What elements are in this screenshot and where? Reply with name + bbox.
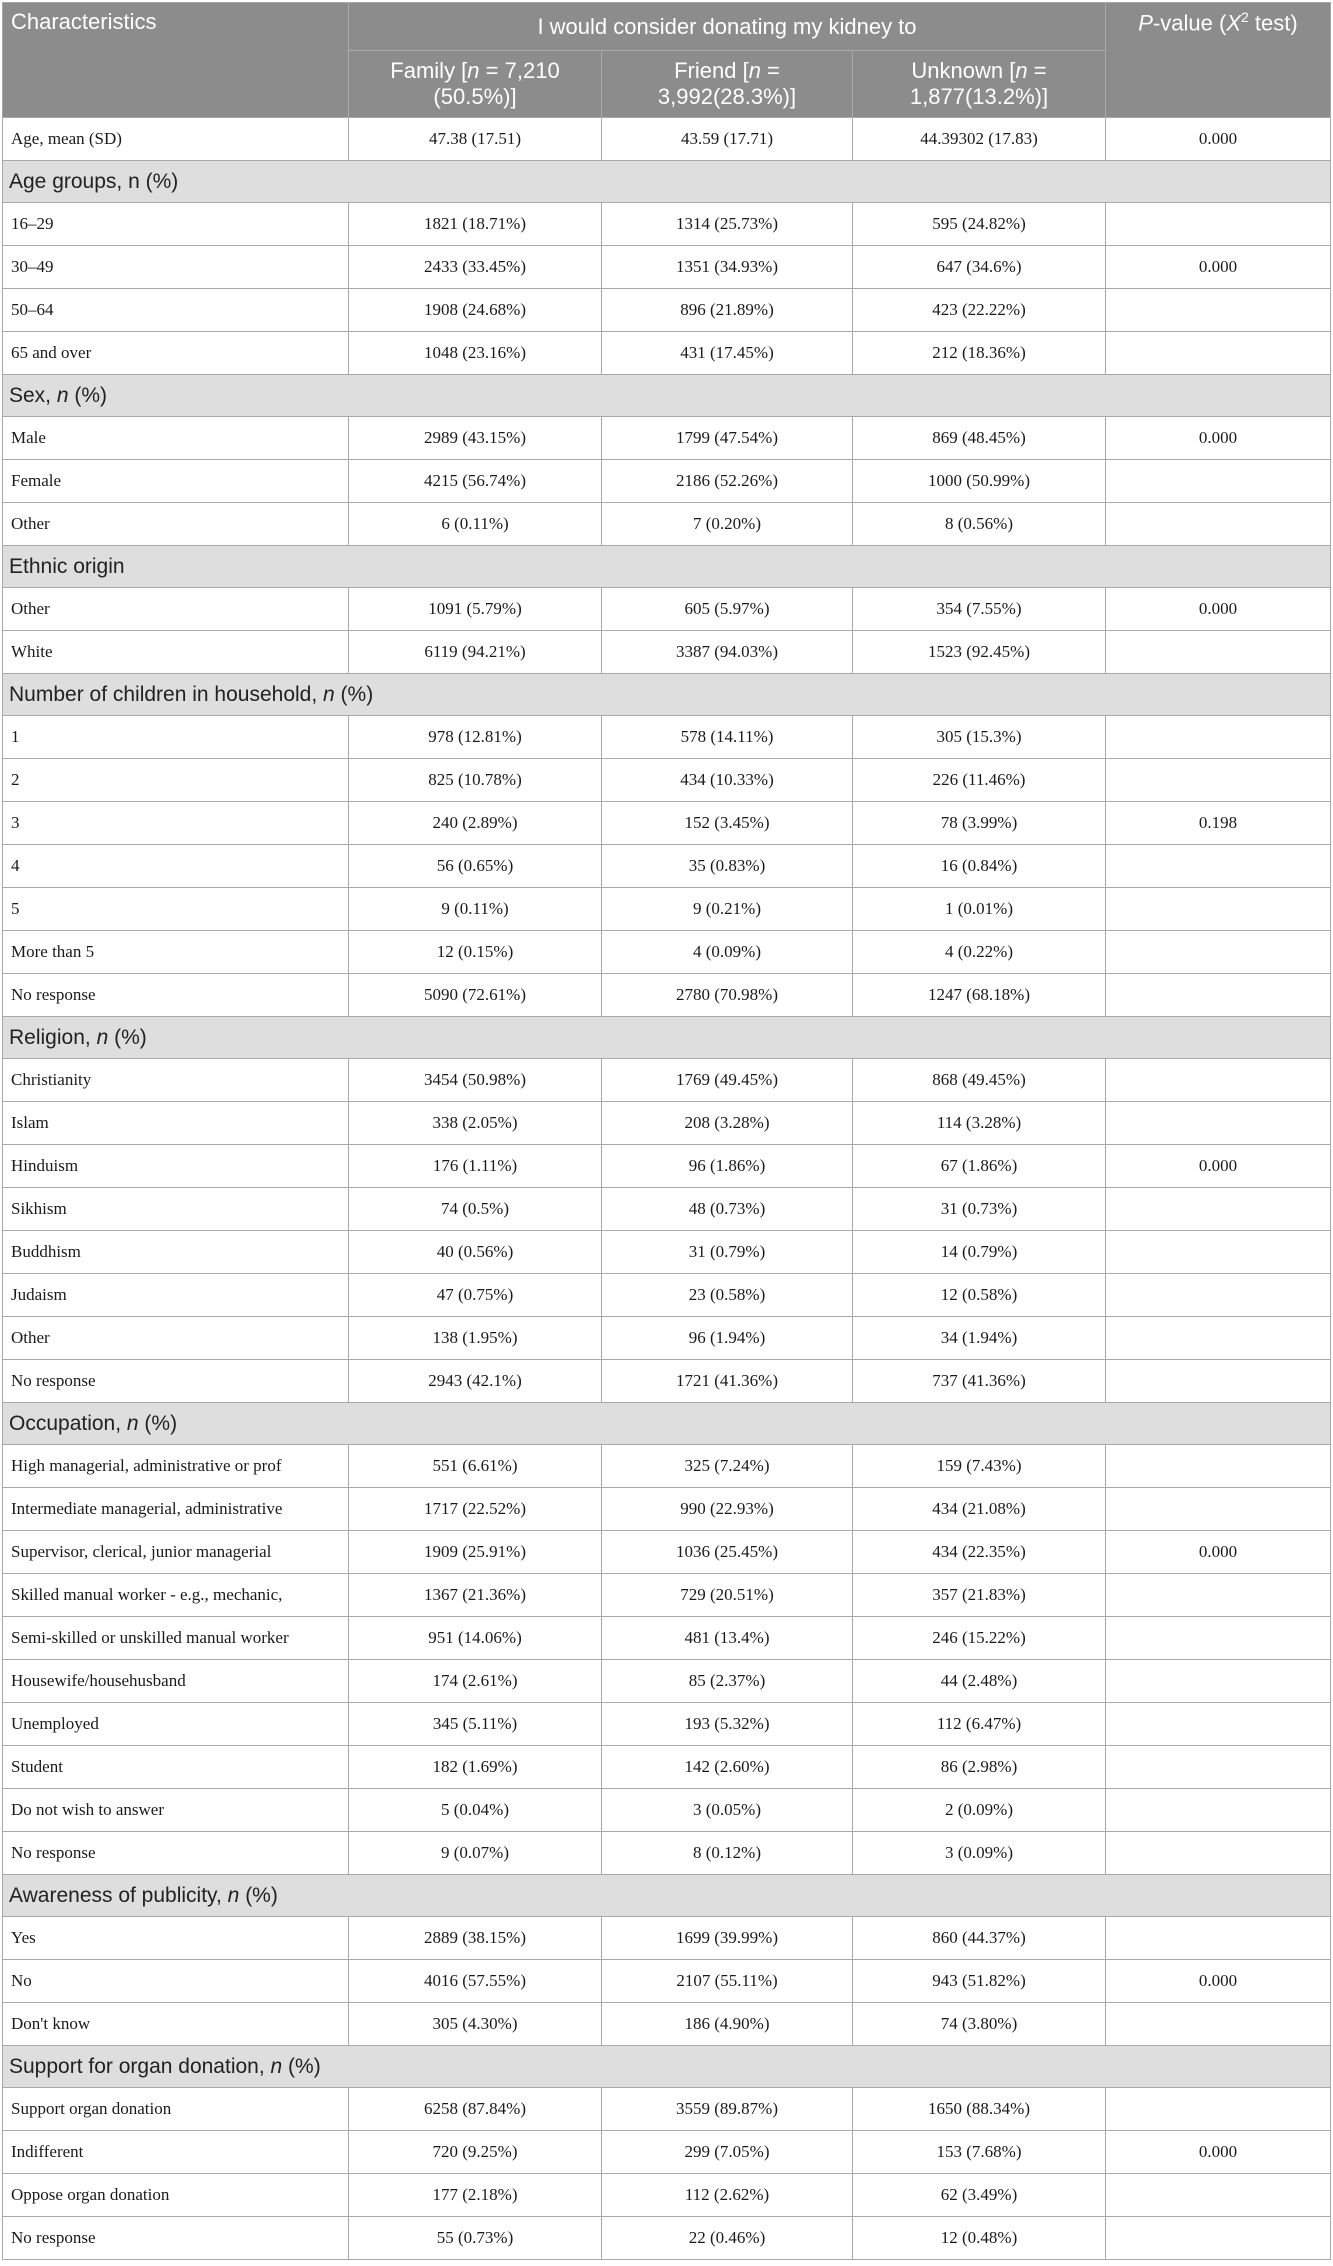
cell-unknown: 67 (1.86%) (853, 1145, 1106, 1188)
cell-family: 551 (6.61%) (349, 1445, 602, 1488)
characteristics-table (2, 2, 1331, 2260)
table-row (3, 1274, 1331, 1317)
row-label: 2 (3, 759, 349, 802)
table-row (3, 1059, 1331, 1102)
cell-friend: 1721 (41.36%) (602, 1360, 853, 1403)
table-row (3, 2088, 1331, 2131)
cell-unknown: 1523 (92.45%) (853, 631, 1106, 674)
cell-unknown: 595 (24.82%) (853, 203, 1106, 246)
cell-unknown: 212 (18.36%) (853, 332, 1106, 375)
section-title: Sex, n (%) (3, 375, 1331, 417)
header-unknown: Unknown [n = 1,877(13.2%)] (853, 51, 1106, 118)
cell-family: 3454 (50.98%) (349, 1059, 602, 1102)
row-label: Unemployed (3, 1703, 349, 1746)
table-row (3, 1660, 1331, 1703)
table-row (3, 931, 1331, 974)
row-label: Housewife/househusband (3, 1660, 349, 1703)
cell-unknown: 305 (15.3%) (853, 716, 1106, 759)
cell-friend: 1699 (39.99%) (602, 1917, 853, 1960)
row-label: Other (3, 1317, 349, 1360)
row-label: White (3, 631, 349, 674)
section-header-awareness (3, 1875, 1331, 1917)
section-title: Religion, n (%) (3, 1017, 1331, 1059)
table-row (3, 1102, 1331, 1145)
cell-pvalue (1106, 2217, 1331, 2260)
row-label: 1 (3, 716, 349, 759)
cell-friend: 85 (2.37%) (602, 1660, 853, 1703)
cell-unknown: 1 (0.01%) (853, 888, 1106, 931)
cell-family: 240 (2.89%) (349, 802, 602, 845)
cell-family: 2989 (43.15%) (349, 417, 602, 460)
cell-unknown: 943 (51.82%) (853, 1960, 1106, 2003)
cell-unknown: 1650 (88.34%) (853, 2088, 1106, 2131)
cell-family: 5 (0.04%) (349, 1789, 602, 1832)
header-group-title: I would consider donating my kidney to (349, 3, 1106, 51)
cell-friend: 96 (1.94%) (602, 1317, 853, 1360)
cell-unknown: 354 (7.55%) (853, 588, 1106, 631)
cell-unknown: 153 (7.68%) (853, 2131, 1106, 2174)
cell-unknown: 112 (6.47%) (853, 1703, 1106, 1746)
cell-unknown: 246 (15.22%) (853, 1617, 1106, 1660)
table-row (3, 1360, 1331, 1403)
section-header-children (3, 674, 1331, 716)
cell-pvalue (1106, 1231, 1331, 1274)
cell-unknown: 860 (44.37%) (853, 1917, 1106, 1960)
cell-friend: 96 (1.86%) (602, 1145, 853, 1188)
cell-friend: 431 (17.45%) (602, 332, 853, 375)
cell-pvalue (1106, 1317, 1331, 1360)
table-row (3, 888, 1331, 931)
row-label: Supervisor, clerical, junior managerial (3, 1531, 349, 1574)
table-row (3, 759, 1331, 802)
cell-family: 2433 (33.45%) (349, 246, 602, 289)
cell-family: 1091 (5.79%) (349, 588, 602, 631)
row-label: Female (3, 460, 349, 503)
row-label: Other (3, 503, 349, 546)
row-label: Student (3, 1746, 349, 1789)
cell-pvalue (1106, 1703, 1331, 1746)
cell-friend: 3559 (89.87%) (602, 2088, 853, 2131)
table-row (3, 1832, 1331, 1875)
cell-pvalue (1106, 1574, 1331, 1617)
cell-pvalue: 0.198 (1106, 802, 1331, 845)
table-row (3, 974, 1331, 1017)
cell-family: 2943 (42.1%) (349, 1360, 602, 1403)
table-row (3, 2217, 1331, 2260)
cell-pvalue (1106, 759, 1331, 802)
cell-pvalue: 0.000 (1106, 118, 1331, 161)
cell-family: 6258 (87.84%) (349, 2088, 602, 2131)
cell-friend: 605 (5.97%) (602, 588, 853, 631)
cell-friend: 325 (7.24%) (602, 1445, 853, 1488)
cell-family: 12 (0.15%) (349, 931, 602, 974)
cell-friend: 208 (3.28%) (602, 1102, 853, 1145)
section-title: Number of children in household, n (%) (3, 674, 1331, 716)
cell-unknown: 3 (0.09%) (853, 1832, 1106, 1875)
cell-pvalue (1106, 289, 1331, 332)
row-label: Buddhism (3, 1231, 349, 1274)
row-label: Islam (3, 1102, 349, 1145)
cell-friend: 578 (14.11%) (602, 716, 853, 759)
row-label: Skilled manual worker - e.g., mechanic, (3, 1574, 349, 1617)
cell-family: 40 (0.56%) (349, 1231, 602, 1274)
cell-family: 74 (0.5%) (349, 1188, 602, 1231)
section-title: Awareness of publicity, n (%) (3, 1875, 1331, 1917)
cell-friend: 1351 (34.93%) (602, 246, 853, 289)
header-pvalue: P-value ($X^2$ test) (1106, 3, 1331, 118)
cell-pvalue (1106, 888, 1331, 931)
cell-pvalue (1106, 1660, 1331, 1703)
cell-pvalue: 0.000 (1106, 1531, 1331, 1574)
cell-family: 6119 (94.21%) (349, 631, 602, 674)
cell-friend: 48 (0.73%) (602, 1188, 853, 1231)
cell-friend: 1314 (25.73%) (602, 203, 853, 246)
cell-pvalue (1106, 1832, 1331, 1875)
cell-unknown: 12 (0.48%) (853, 2217, 1106, 2260)
table-row (3, 1617, 1331, 1660)
cell-pvalue: 0.000 (1106, 246, 1331, 289)
cell-unknown: 34 (1.94%) (853, 1317, 1106, 1360)
cell-family: 4215 (56.74%) (349, 460, 602, 503)
cell-friend: 481 (13.4%) (602, 1617, 853, 1660)
cell-pvalue (1106, 503, 1331, 546)
cell-family: 47 (0.75%) (349, 1274, 602, 1317)
table-row (3, 118, 1331, 161)
cell-friend: 1769 (49.45%) (602, 1059, 853, 1102)
cell-family: 1367 (21.36%) (349, 1574, 602, 1617)
table-row (3, 1488, 1331, 1531)
cell-family: 2889 (38.15%) (349, 1917, 602, 1960)
cell-unknown: 14 (0.79%) (853, 1231, 1106, 1274)
cell-family: 345 (5.11%) (349, 1703, 602, 1746)
cell-friend: 299 (7.05%) (602, 2131, 853, 2174)
row-label: Semi-skilled or unskilled manual worker (3, 1617, 349, 1660)
cell-friend: 1799 (47.54%) (602, 417, 853, 460)
row-label: 5 (3, 888, 349, 931)
section-header-support (3, 2046, 1331, 2088)
cell-unknown: 74 (3.80%) (853, 2003, 1106, 2046)
cell-pvalue (1106, 2003, 1331, 2046)
cell-friend: 2107 (55.11%) (602, 1960, 853, 2003)
cell-friend: 990 (22.93%) (602, 1488, 853, 1531)
row-label: High managerial, administrative or prof (3, 1445, 349, 1488)
cell-unknown: 357 (21.83%) (853, 1574, 1106, 1617)
section-header-age-groups (3, 161, 1331, 203)
table-row (3, 1789, 1331, 1832)
cell-family: 55 (0.73%) (349, 2217, 602, 2260)
table-row (3, 2174, 1331, 2217)
cell-unknown: 12 (0.58%) (853, 1274, 1106, 1317)
cell-pvalue (1106, 1274, 1331, 1317)
section-title: Occupation, n (%) (3, 1403, 1331, 1445)
table-row (3, 845, 1331, 888)
row-label: Hinduism (3, 1145, 349, 1188)
cell-unknown: 114 (3.28%) (853, 1102, 1106, 1145)
cell-friend: 142 (2.60%) (602, 1746, 853, 1789)
cell-family: 9 (0.11%) (349, 888, 602, 931)
cell-family: 174 (2.61%) (349, 1660, 602, 1703)
cell-pvalue (1106, 1617, 1331, 1660)
table-row (3, 503, 1331, 546)
cell-unknown: 434 (21.08%) (853, 1488, 1106, 1531)
section-header-occupation (3, 1403, 1331, 1445)
cell-friend: 7 (0.20%) (602, 503, 853, 546)
table-row (3, 588, 1331, 631)
table-row (3, 1145, 1331, 1188)
table-row (3, 246, 1331, 289)
row-label: 16–29 (3, 203, 349, 246)
cell-pvalue (1106, 974, 1331, 1017)
table-row (3, 1188, 1331, 1231)
section-header-sex (3, 375, 1331, 417)
table-row (3, 802, 1331, 845)
cell-unknown: 16 (0.84%) (853, 845, 1106, 888)
table-row (3, 1746, 1331, 1789)
cell-unknown: 2 (0.09%) (853, 1789, 1106, 1832)
row-label: 30–49 (3, 246, 349, 289)
table-row (3, 289, 1331, 332)
cell-unknown: 869 (48.45%) (853, 417, 1106, 460)
row-label: 3 (3, 802, 349, 845)
cell-pvalue: 0.000 (1106, 417, 1331, 460)
cell-family: 1048 (23.16%) (349, 332, 602, 375)
row-label: Male (3, 417, 349, 460)
cell-friend: 31 (0.79%) (602, 1231, 853, 1274)
table-row (3, 1317, 1331, 1360)
row-label: No response (3, 1360, 349, 1403)
cell-pvalue (1106, 1746, 1331, 1789)
cell-friend: 152 (3.45%) (602, 802, 853, 845)
cell-family: 720 (9.25%) (349, 2131, 602, 2174)
table-row (3, 332, 1331, 375)
cell-family: 1821 (18.71%) (349, 203, 602, 246)
cell-pvalue (1106, 1360, 1331, 1403)
cell-unknown: 8 (0.56%) (853, 503, 1106, 546)
cell-unknown: 226 (11.46%) (853, 759, 1106, 802)
row-label: Age, mean (SD) (3, 118, 349, 161)
table-row (3, 631, 1331, 674)
section-title: Age groups, n (%) (3, 161, 1331, 203)
cell-family: 305 (4.30%) (349, 2003, 602, 2046)
cell-friend: 112 (2.62%) (602, 2174, 853, 2217)
cell-unknown: 434 (22.35%) (853, 1531, 1106, 1574)
section-title: Support for organ donation, n (%) (3, 2046, 1331, 2088)
cell-friend: 434 (10.33%) (602, 759, 853, 802)
cell-family: 47.38 (17.51) (349, 118, 602, 161)
cell-friend: 2186 (52.26%) (602, 460, 853, 503)
cell-friend: 4 (0.09%) (602, 931, 853, 974)
cell-family: 138 (1.95%) (349, 1317, 602, 1360)
table-row (3, 1703, 1331, 1746)
cell-pvalue (1106, 931, 1331, 974)
cell-family: 1908 (24.68%) (349, 289, 602, 332)
cell-pvalue: 0.000 (1106, 2131, 1331, 2174)
cell-pvalue (1106, 845, 1331, 888)
cell-pvalue (1106, 2088, 1331, 2131)
table-row (3, 716, 1331, 759)
cell-pvalue: 0.000 (1106, 1960, 1331, 2003)
cell-unknown: 737 (41.36%) (853, 1360, 1106, 1403)
row-label: Yes (3, 1917, 349, 1960)
row-label: No response (3, 974, 349, 1017)
row-label: 4 (3, 845, 349, 888)
cell-pvalue: 0.000 (1106, 1145, 1331, 1188)
cell-family: 177 (2.18%) (349, 2174, 602, 2217)
header-family: Family [n = 7,210 (50.5%)] (349, 51, 602, 118)
cell-friend: 193 (5.32%) (602, 1703, 853, 1746)
row-label: Do not wish to answer (3, 1789, 349, 1832)
cell-pvalue (1106, 1102, 1331, 1145)
cell-friend: 23 (0.58%) (602, 1274, 853, 1317)
cell-unknown: 868 (49.45%) (853, 1059, 1106, 1102)
cell-unknown: 31 (0.73%) (853, 1188, 1106, 1231)
cell-unknown: 159 (7.43%) (853, 1445, 1106, 1488)
cell-friend: 22 (0.46%) (602, 2217, 853, 2260)
row-label: Don't know (3, 2003, 349, 2046)
cell-family: 9 (0.07%) (349, 1832, 602, 1875)
row-label: 65 and over (3, 332, 349, 375)
cell-pvalue (1106, 1488, 1331, 1531)
cell-friend: 8 (0.12%) (602, 1832, 853, 1875)
cell-pvalue (1106, 1445, 1331, 1488)
cell-unknown: 647 (34.6%) (853, 246, 1106, 289)
row-label: Other (3, 588, 349, 631)
section-title: Ethnic origin (3, 546, 1331, 588)
row-label: No (3, 1960, 349, 2003)
cell-friend: 43.59 (17.71) (602, 118, 853, 161)
table-row (3, 2131, 1331, 2174)
cell-family: 1717 (22.52%) (349, 1488, 602, 1531)
cell-friend: 896 (21.89%) (602, 289, 853, 332)
table-row (3, 1445, 1331, 1488)
cell-pvalue: 0.000 (1106, 588, 1331, 631)
cell-pvalue (1106, 1059, 1331, 1102)
row-label: Support organ donation (3, 2088, 349, 2131)
cell-family: 4016 (57.55%) (349, 1960, 602, 2003)
section-header-ethnic (3, 546, 1331, 588)
row-label: Christianity (3, 1059, 349, 1102)
cell-friend: 3 (0.05%) (602, 1789, 853, 1832)
header-characteristics: Characteristics (3, 3, 349, 118)
cell-family: 5090 (72.61%) (349, 974, 602, 1017)
cell-unknown: 1000 (50.99%) (853, 460, 1106, 503)
cell-family: 338 (2.05%) (349, 1102, 602, 1145)
cell-pvalue (1106, 631, 1331, 674)
row-label: 50–64 (3, 289, 349, 332)
cell-friend: 729 (20.51%) (602, 1574, 853, 1617)
cell-family: 6 (0.11%) (349, 503, 602, 546)
cell-unknown: 423 (22.22%) (853, 289, 1106, 332)
table-row (3, 1531, 1331, 1574)
cell-friend: 35 (0.83%) (602, 845, 853, 888)
section-header-religion (3, 1017, 1331, 1059)
cell-unknown: 86 (2.98%) (853, 1746, 1106, 1789)
cell-unknown: 78 (3.99%) (853, 802, 1106, 845)
table-row (3, 417, 1331, 460)
cell-friend: 1036 (25.45%) (602, 1531, 853, 1574)
cell-family: 176 (1.11%) (349, 1145, 602, 1188)
cell-unknown: 62 (3.49%) (853, 2174, 1106, 2217)
cell-pvalue (1106, 203, 1331, 246)
cell-family: 951 (14.06%) (349, 1617, 602, 1660)
cell-pvalue (1106, 1188, 1331, 1231)
cell-family: 56 (0.65%) (349, 845, 602, 888)
cell-friend: 186 (4.90%) (602, 2003, 853, 2046)
table-row (3, 2003, 1331, 2046)
row-label: More than 5 (3, 931, 349, 974)
table-row (3, 1960, 1331, 2003)
cell-unknown: 1247 (68.18%) (853, 974, 1106, 1017)
cell-friend: 3387 (94.03%) (602, 631, 853, 674)
table-row (3, 1574, 1331, 1617)
table-row (3, 203, 1331, 246)
cell-pvalue (1106, 1917, 1331, 1960)
cell-family: 825 (10.78%) (349, 759, 602, 802)
row-label: Indifferent (3, 2131, 349, 2174)
row-label: Judaism (3, 1274, 349, 1317)
cell-unknown: 44.39302 (17.83) (853, 118, 1106, 161)
cell-pvalue (1106, 332, 1331, 375)
row-label: Intermediate managerial, administrative (3, 1488, 349, 1531)
cell-friend: 9 (0.21%) (602, 888, 853, 931)
cell-pvalue (1106, 716, 1331, 759)
cell-unknown: 44 (2.48%) (853, 1660, 1106, 1703)
row-label: No response (3, 1832, 349, 1875)
cell-family: 1909 (25.91%) (349, 1531, 602, 1574)
cell-unknown: 4 (0.22%) (853, 931, 1106, 974)
table-row (3, 1231, 1331, 1274)
row-label: Oppose organ donation (3, 2174, 349, 2217)
cell-pvalue (1106, 460, 1331, 503)
cell-pvalue (1106, 1789, 1331, 1832)
table-row (3, 460, 1331, 503)
row-label: Sikhism (3, 1188, 349, 1231)
cell-pvalue (1106, 2174, 1331, 2217)
table-row (3, 1917, 1331, 1960)
cell-family: 978 (12.81%) (349, 716, 602, 759)
cell-family: 182 (1.69%) (349, 1746, 602, 1789)
cell-friend: 2780 (70.98%) (602, 974, 853, 1017)
row-label: No response (3, 2217, 349, 2260)
header-friend: Friend [n = 3,992(28.3%)] (602, 51, 853, 118)
